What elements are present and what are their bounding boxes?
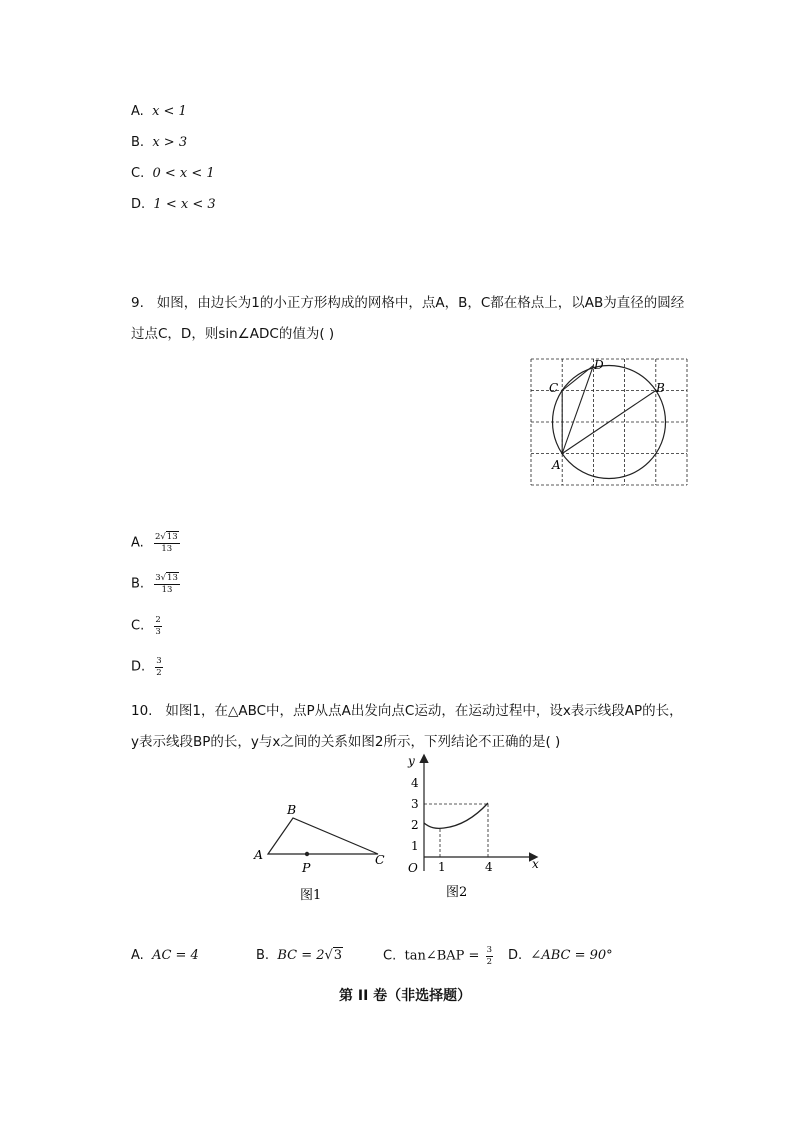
- q10-option-d[interactable]: D. ∠ABC = 90°: [508, 948, 613, 963]
- y-tick-2: 2: [411, 818, 419, 832]
- q8-option-a[interactable]: A. x < 1: [131, 104, 187, 119]
- q10-stem-line2: y表示线段BP的长，y与x之间的关系如图2所示，下列结论不正确的是( ): [131, 734, 561, 750]
- label-p: P: [302, 860, 311, 875]
- q9-option-d[interactable]: D. $\frac{3}{2}$: [131, 656, 162, 678]
- q8-option-b[interactable]: B. x > 3: [131, 135, 188, 150]
- fraction: $\frac{2}{3}$: [155, 615, 161, 637]
- y-axis-label: y: [408, 754, 415, 768]
- figure2-caption: 图2: [446, 885, 468, 900]
- q10-option-c[interactable]: C. tan∠BAP = $\frac{3}{2}$: [383, 945, 492, 967]
- figure1-caption: 图1: [300, 888, 322, 903]
- point-a-label: A: [552, 458, 561, 472]
- label-b: B: [287, 802, 297, 817]
- curve-y-vs-x: [424, 803, 488, 828]
- q9-option-c[interactable]: C. $\frac{2}{3}$: [131, 615, 161, 637]
- q10-option-b[interactable]: B. BC = 2√3: [256, 948, 343, 963]
- y-tick-3: 3: [411, 797, 419, 811]
- point-p: [305, 852, 309, 856]
- point-d-label: D: [594, 358, 604, 372]
- q10-figure1-triangle: [248, 798, 398, 908]
- label-c: C: [375, 852, 385, 867]
- fraction: $\frac{3}{2}$: [156, 656, 162, 678]
- q9-option-a[interactable]: A. $\frac{2√13}{13}$: [131, 532, 178, 554]
- x-tick-1: 1: [438, 860, 446, 874]
- triangle-abc: [268, 818, 378, 854]
- q10-figure2-graph: [398, 748, 548, 903]
- q8-option-c[interactable]: C. 0 < x < 1: [131, 166, 215, 181]
- q10-stem-line1: 10. 如图1，在△ABC中，点P从点A出发向点C运动，在运动过程中，设x表示线段AP的长，: [131, 703, 683, 719]
- q9-stem-line2: 过点C，D，则sin∠ADC的值为( ): [131, 326, 335, 342]
- y-tick-4: 4: [411, 776, 419, 790]
- point-b-label: B: [656, 381, 665, 395]
- fraction: $\frac{3}{2}$: [486, 945, 492, 967]
- point-c-label: C: [549, 381, 559, 395]
- y-tick-1: 1: [411, 839, 419, 853]
- q9-stem-line1: 9. 如图，由边长为1的小正方形构成的网格中，点A，B，C都在格点上，以AB为直径的圆经: [131, 295, 685, 311]
- x-tick-4: 4: [485, 860, 493, 874]
- label-a: A: [254, 847, 264, 862]
- fraction: $\frac{2√13}{13}$: [154, 532, 178, 554]
- section-title: 第 II 卷（非选择题）: [339, 988, 472, 1004]
- origin-label: O: [408, 861, 418, 875]
- q9-option-b[interactable]: B. $\frac{3√13}{13}$: [131, 573, 178, 595]
- fraction: $\frac{3√13}{13}$: [155, 573, 178, 595]
- q9-grid-circle-figure: [528, 355, 694, 495]
- q10-option-a[interactable]: A. AC = 4: [131, 948, 199, 963]
- x-axis-label: x: [532, 857, 539, 871]
- q8-option-d[interactable]: D. 1 < x < 3: [131, 197, 216, 212]
